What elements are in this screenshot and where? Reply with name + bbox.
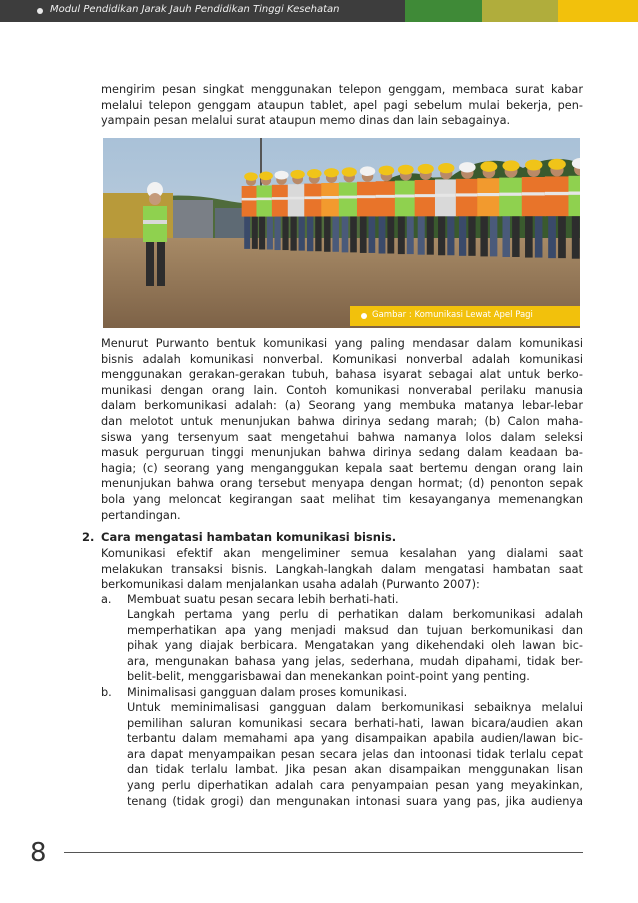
text-line: bisnis adalah komunikasi nonverbal. Komunikasi nonverbal adalah komunikasi [101,352,583,366]
header-green-block [405,0,482,22]
paragraph-section2-intro [101,546,583,593]
text-line: Untuk meminimalisasi gangguan dalam berkomunikasi sebaiknya melalui [127,701,583,714]
text-line: dalam berkomunikasi adalah: (a) Seorang yang membuka matanya lebar-lebar [101,399,583,413]
section-heading [82,530,396,544]
text-line: munikasi dengan orang lain. Contoh komunikasi nonverabal perilaku manusia [101,383,583,397]
text-line: menggunakan gerakan-gerakan tubuh, bahasa isyarat sebagai alat untuk berko- [101,368,583,382]
text-line: hagia; (c) seorang yang menganggukan kepala saat bertemu dengan orang lain [101,461,583,475]
text-line: Langkah pertama yang perlu di perhatikan dalam berkomunikasi adalah [127,608,583,621]
section-number: 2. [82,530,95,544]
text-line: belit-belit, menggarisbawai dan menekankan point-point yang penting. [127,670,530,684]
page-number: 8 [30,838,47,868]
paragraph-item-a [127,607,583,685]
photo-illustration [103,138,580,328]
text-line: mengirim pesan singkat menggunakan telepon genggam, membaca surat kabar [101,83,583,96]
text-line: bola yang meloncat kegirangan saat melihat tim kesayanganya memenangkan [101,492,583,506]
list-item-title: Membuat suatu pesan secara lebih berhati-hati. [127,593,399,606]
figure-caption: Gambar : Komunikasi Lewat Apel Pagi [372,310,533,320]
text-line: siswa yang tersenyum saat mengetahui bahwa namanya lolos dalam seleksi [101,430,583,444]
text-line: melakukan transaksi bisnis. Langkah-langkah dalam mengatasi hambatan saat [101,562,583,576]
text-line: Komunikasi efektif akan mengeliminer semua kesalahan yang dialami saat [101,547,583,560]
text-line: masuk perguruan tinggi menunjukan bahwa dirinya sedang dalam keadaan ba- [101,446,583,460]
header-title: Modul Pendidikan Jarak Jauh Pendidikan Tinggi Kesehatan [50,4,340,15]
text-line: pihak yang diajak berbicara. Mengatakan yang dikehendaki oleh lawan bic- [127,639,583,653]
figure-photo [103,138,580,328]
section-title: Cara mengatasi hambatan komunikasi bisnis. [101,530,397,544]
text-line: ara, mengunakan bahasa yang jelas, sederhana, mudah dipahami, tidak ber- [127,654,583,668]
paragraph-intro [101,82,583,129]
text-line: tenang (tidak grogi) dan mengunakan intonasi suara yang pas, jika audienya [127,794,583,808]
text-line: melalui telepon genggam ataupun tablet, apel pagi sebelum mulai bekerja, pen- [101,98,583,112]
text-line: yang perlu diperhatikan adalah cara penyampaian pesan yang meyakinkan, [127,778,583,792]
header-olive-block [482,0,558,22]
text-line: terbantu dalam memahami apa yang disampaikan apabila audien/lawan bic- [127,732,583,746]
text-line: berkomunikasi dalam menjalankan usaha adalah (Purwanto 2007): [101,578,480,592]
paragraph-nonverbal [101,336,583,523]
list-letter: a. [101,593,112,606]
page-header [0,0,638,22]
list-item-title: Minimalisasi gangguan dalam proses komunikasi. [127,686,408,699]
text-line: Menurut Purwanto bentuk komunikasi yang paling mendasar dalam komunikasi [101,337,583,350]
text-line: menunjukan bahwa orang tersebut menyapa dengan hormat; (d) penonton sepak [101,477,583,491]
text-line: dan melotot untuk menunjukan bahwa dirinya sedang marah; (b) Calon maha- [101,414,583,428]
header-yellow-block [558,0,638,22]
text-line: memperhatikan apa yang menjadi maksud dan tujuan berkomunikasi dan [127,623,583,637]
bullet-icon [37,8,43,14]
list-letter: b. [101,686,112,699]
text-line: pemilihan saluran komunikasi secara berhati-hati, lawan bicara/audien akan [127,716,583,730]
text-line: dan tidak terlalu lambat. Jika pesan akan disampaikan menggunakan lisan [127,763,583,777]
figure-caption-bar [350,306,580,326]
footer-rule [64,852,583,853]
text-line: pertandingan. [101,508,181,522]
paragraph-item-b [127,700,583,809]
text-line: yampain pesan melalui surat ataupun memo dinas dan lain sebagainya. [101,114,511,128]
bullet-icon [361,313,367,319]
text-line: ara dapat menyampaikan pesan secara jelas dan intoonasi tidak terlalu cepat [127,747,583,761]
